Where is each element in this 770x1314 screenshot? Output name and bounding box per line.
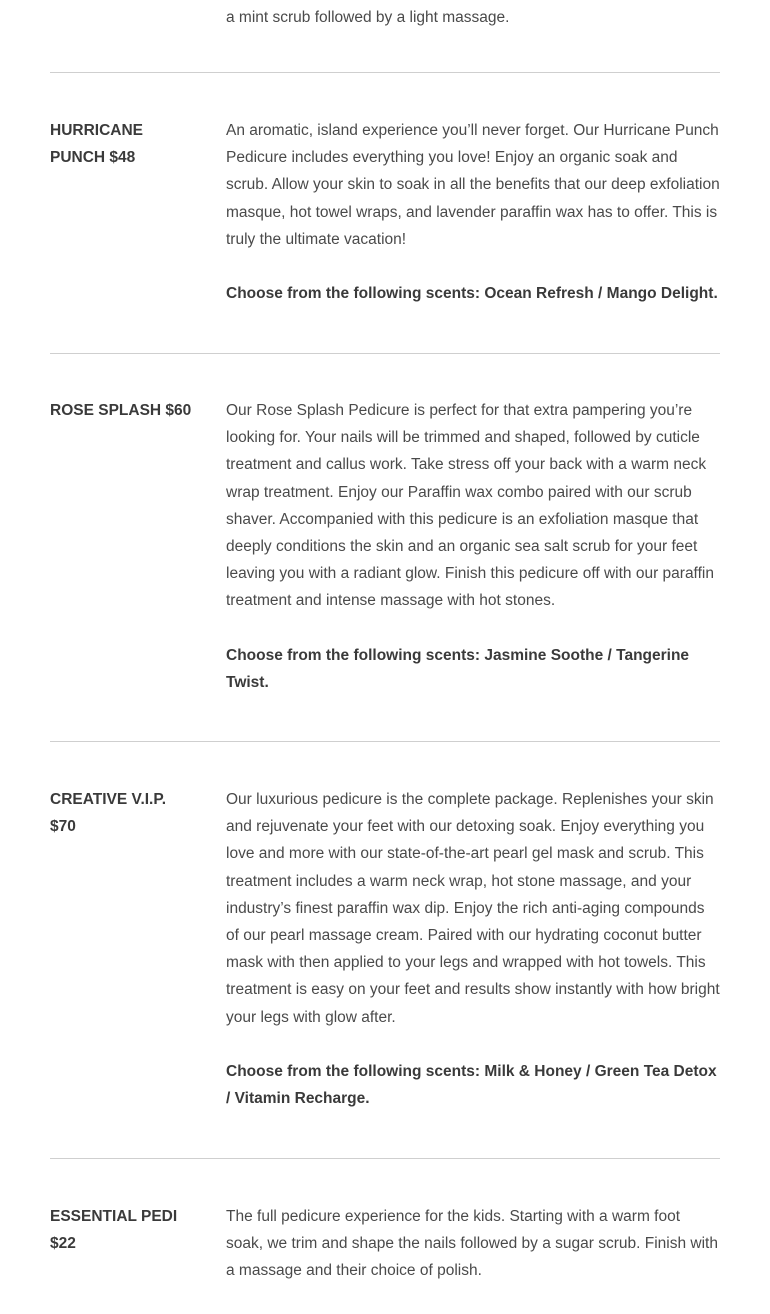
service-description: Our luxurious pedicure is the complete package. Replenishes your skin and rejuvenate your feet with our detoxing soak. Enjoy everything you love and more with our state-of-the-art pearl gel mask and scrub. This treatment includes a warm neck wrap, hot stone massage, and your industry’s finest paraffin wax dip. Enjoy the rich anti-aging compounds of our pearl massage cream. Paired with our hydrating coconut butter mask with then applied to your legs and wrapped with hot towels. This treatment is easy on your feet and results show instantly with how bright your legs with glow after. — [226, 791, 720, 1026]
section-divider — [50, 741, 720, 742]
section-divider — [50, 1158, 720, 1159]
service-name: ESSENTIAL PEDI $22 — [50, 1208, 178, 1253]
section-divider — [50, 72, 720, 73]
service-name: CREATIVE V.I.P. $70 — [50, 791, 167, 836]
service-scent-options: Choose from the following scents: Milk & Honey / Green Tea Detox / Vitamin Recharge. — [226, 1062, 717, 1108]
service-body — [226, 1203, 720, 1285]
service-body — [226, 786, 720, 1112]
service-scent-options: Choose from the following scents: Jasmine Soothe / Tangerine Twist. — [226, 646, 690, 691]
previous-service-description-tail: a mint scrub followed by a light massage. — [226, 9, 510, 26]
section-divider — [50, 353, 720, 354]
service-body — [226, 397, 720, 696]
service-body — [226, 117, 720, 307]
service-description: The full pedicure experience for the kids. Starting with a warm foot soak, we trim and shape the nails followed by a sugar scrub. Finish with a massage and their choice of polish. — [226, 1208, 718, 1280]
service-name: ROSE SPLASH $60 — [50, 402, 192, 419]
service-name: HURRICANE PUNCH $48 — [50, 122, 143, 167]
service-scent-options: Choose from the following scents: Ocean Refresh / Mango Delight. — [226, 285, 718, 303]
service-description: Our Rose Splash Pedicure is perfect for that extra pampering you’re looking for. Your nails will be trimmed and shaped, followed by cuticle treatment and callus work. Take stress off your back with a warm neck wrap treatment. Enjoy our Paraffin wax combo paired with our scrub shaver. Accompanied with this pedicure is an exfoliation masque that deeply conditions the skin and an organic sea salt scrub for your feet leaving you with a radiant glow. Finish this pedicure off with our paraffin treatment and intense massage with hot stones. — [226, 402, 714, 610]
service-description: An aromatic, island experience you’ll never forget. Our Hurricane Punch Pedicure includes everything you love! Enjoy an organic soak and scrub. Allow your skin to soak in all the benefits that our deep exfoliation masque, hot towel wraps, and lavender paraffin wax has to offer. This is truly the ultimate vacation! — [226, 122, 720, 248]
